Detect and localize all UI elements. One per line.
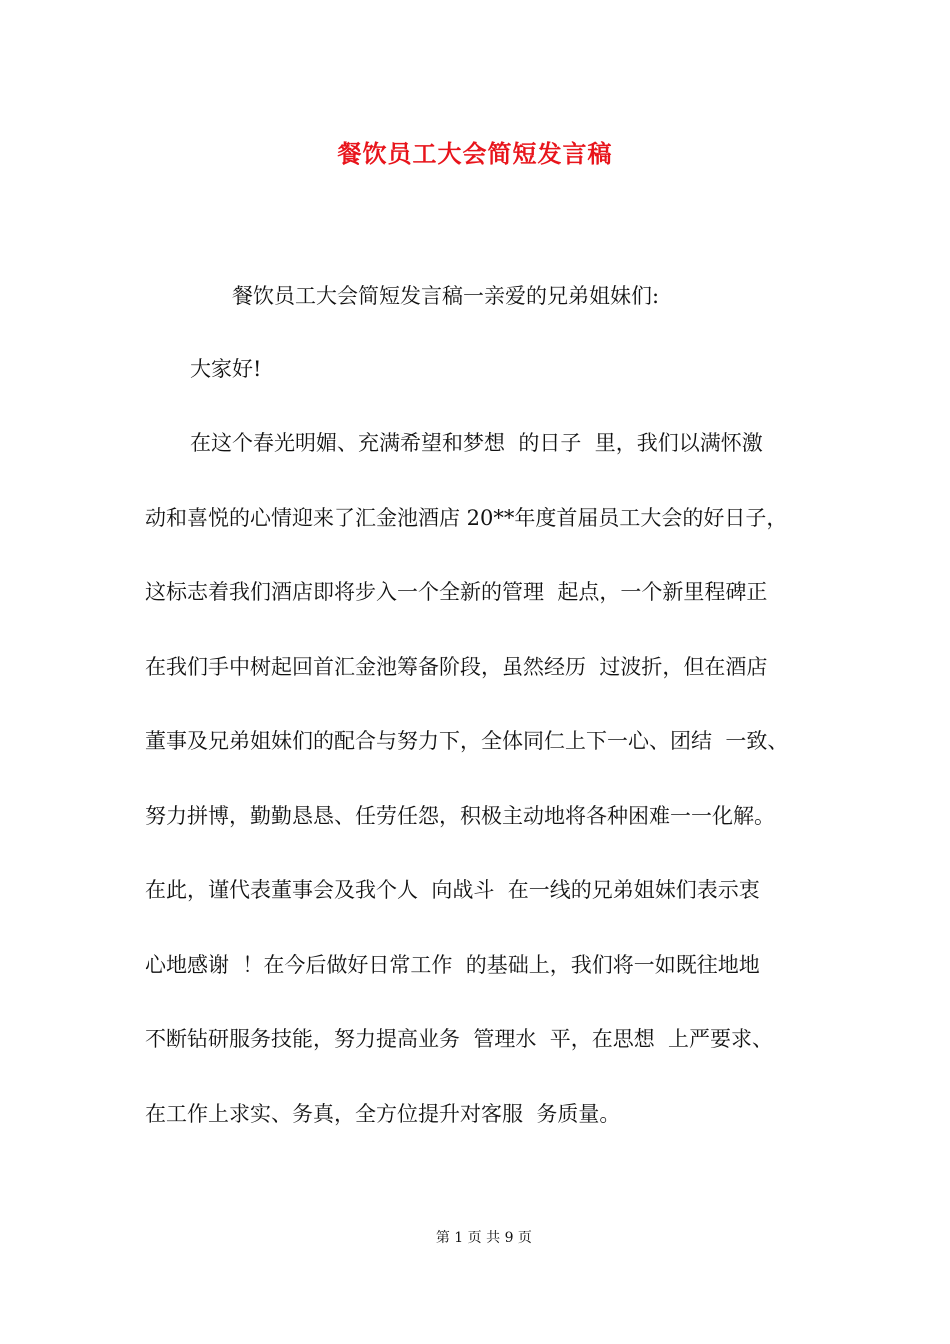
paragraph-line: 动和喜悦的心情迎来了汇金池酒店 20**年度首届员工大会的好日子， (145, 506, 788, 530)
paragraph-line: 在此，谨代表董事会及我个人 向战斗 在一线的兄弟姐妹们表示衷 (145, 878, 760, 902)
paragraph-line-salutation: 餐饮员工大会简短发言稿一亲爱的兄弟姐妹们: (232, 284, 660, 308)
paragraph-line: 努力拼博，勤勤恳恳、任劳任怨，积极主动地将各种困难一一化解。 (145, 804, 775, 828)
paragraph-line: 这标志着我们酒店即将步入一个全新的管理 起点，一个新里程碑正 (145, 580, 768, 604)
page-number-label: 第 1 页 共 9 页 (435, 1230, 532, 1246)
paragraph-line: 不断钻研服务技能，努力提高业务 管理水 平，在思想 上严要求、 (145, 1027, 774, 1051)
document-title: 餐饮员工大会简短发言稿 (337, 139, 613, 168)
paragraph-line-greeting: 大家好! (190, 357, 262, 381)
paragraph-line: 在这个春光明媚、充满希望和梦想 的日子 里，我们以满怀激 (190, 431, 763, 455)
paragraph-line: 在我们手中树起回首汇金池筹备阶段，虽然经历 过波折，但在酒店 (145, 655, 768, 679)
paragraph-line: 在工作上求实、务真，全方位提升对客服 务质量。 (145, 1102, 621, 1126)
paragraph-line: 董事及兄弟姐妹们的配合与努力下，全体同仁上下一心、团结 一致、 (145, 729, 789, 753)
page-number-footer (0, 1208, 950, 1268)
paragraph-line: 心地感谢 ！在今后做好日常工作 的基础上，我们将一如既往地地 (145, 953, 760, 977)
